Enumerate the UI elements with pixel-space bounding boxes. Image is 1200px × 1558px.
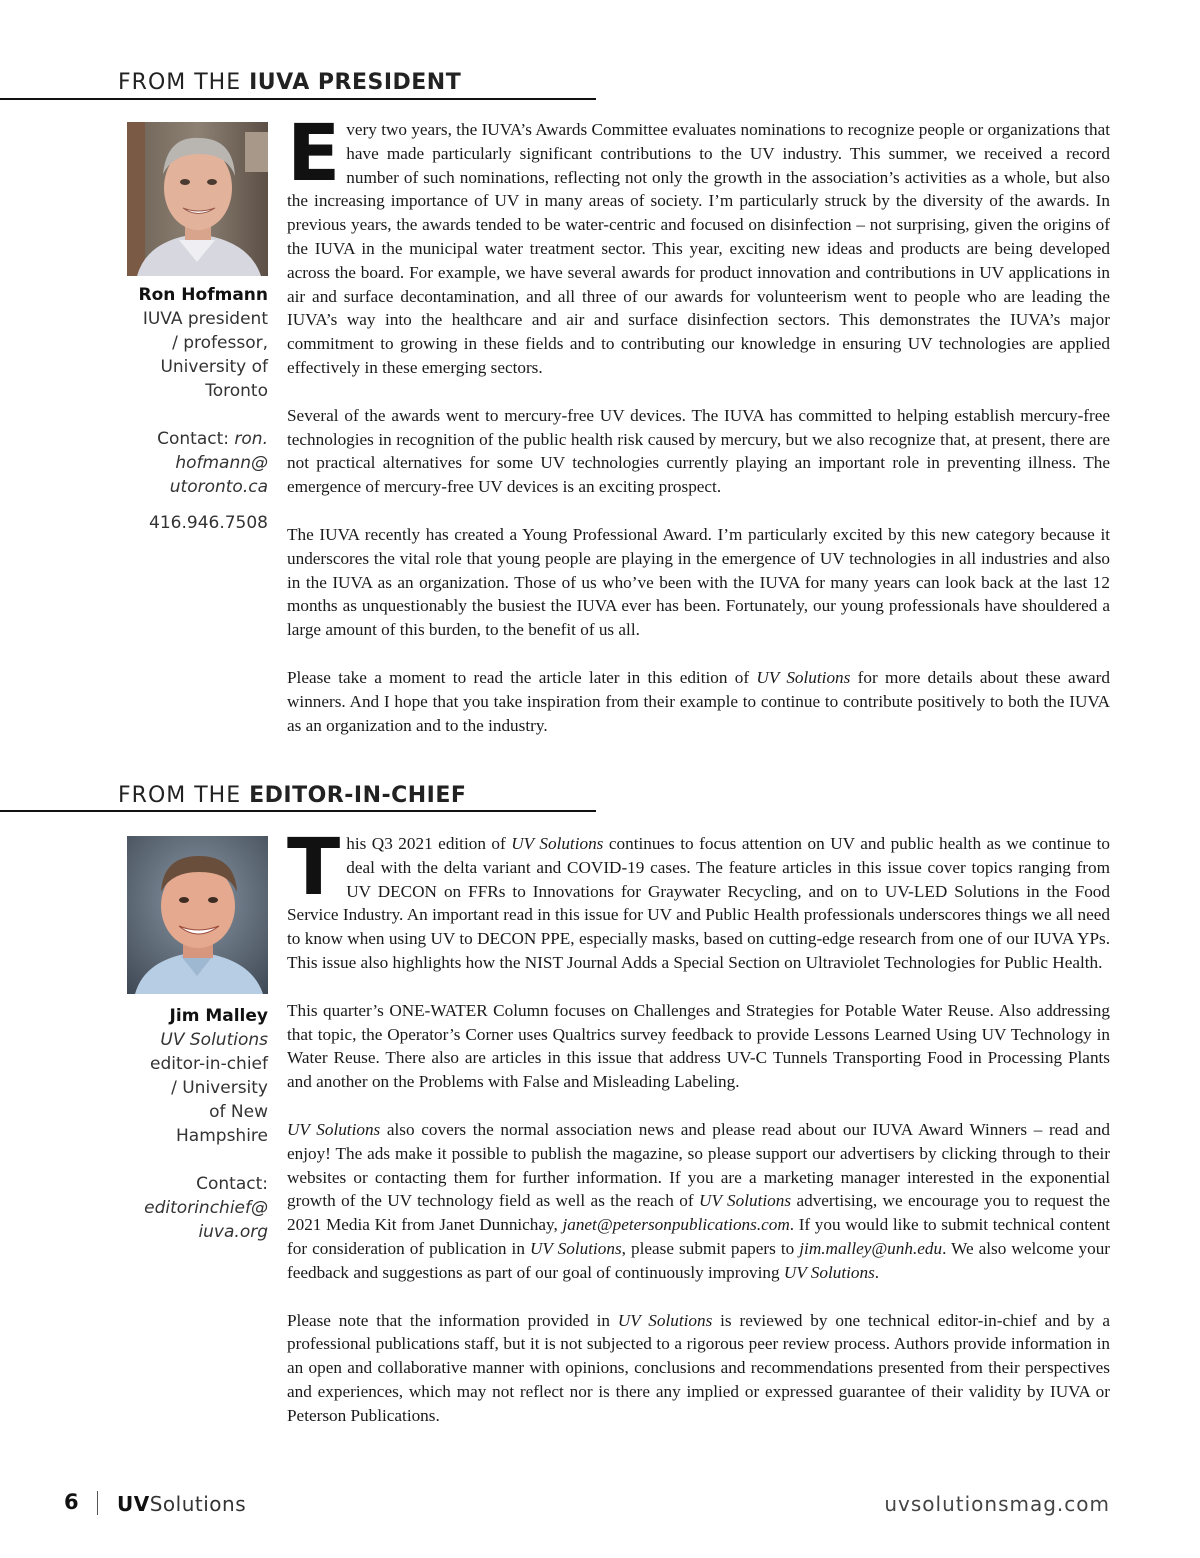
- president-paragraph: The IUVA recently has created a Young Professional Award. I’m particularly excited by this new category because it underscores the vital role that young people are playing in the emergence of UV technologies in all industries and also in the IUVA as an organization. Those of us who’ve been with the IUVA for many years can look back at the last 12 months as unquestionably the busiest the IUVA ever has been. Fortunately, our young professionals have shouldered a large amount of this burden, to the benefit of us all.: [287, 524, 1110, 640]
- editor-photo: [127, 836, 268, 994]
- editor-name: Jim Malley: [169, 1006, 268, 1026]
- editor-paragraph: UV Solutions also covers the normal association news and please read about our IUVA Award Winners – read and enjoy! The ads make it possible to publish the magazine, so please support our advertisers by clicking through to their websites or contacting them for further information. If you are a marketing manager interested in the exponential growth of the UV technology field as well as the reach of UV Solutions advertising, we encourage you to request the 2021 Media Kit from Janet Dunnichay, janet@petersonpublications.com. If you would like to submit technical content for consideration of publication in UV Solutions, please submit papers to jim.malley@unh.edu. We also welcome your feedback and suggestions as part of our goal of continuously improving UV Solutions.: [287, 1119, 1111, 1282]
- editor-title-publication: UV Solutions: [160, 1030, 268, 1050]
- portrait-jim-malley: [127, 836, 268, 994]
- footer-brand: UVSolutions: [117, 1492, 247, 1516]
- footer-divider: [97, 1491, 98, 1515]
- malley-email-link[interactable]: jim.malley@unh.edu: [799, 1238, 943, 1258]
- janet-email-link[interactable]: janet@petersonpublications.com: [562, 1215, 790, 1235]
- portrait-ron-hofmann: [127, 122, 268, 276]
- editor-sidebar: [100, 1004, 268, 1244]
- editor-paragraph: Please note that the information provided in UV Solutions is reviewed by one technical editor-in-chief and by a professional publications staff, but it is not subjected to a rigorous peer review process. Authors provide information in an open and collaborative manner with opinions, conclusions and recommendations presented from their perspectives and experiences, which may not reflect nor is there any implied or expressed guarantee of their validity by IUVA or Peterson Publications.: [287, 1310, 1110, 1425]
- drop-cap: E: [287, 109, 341, 199]
- president-photo: [127, 122, 268, 276]
- editor-letter: [287, 823, 1111, 1452]
- editor-title-line: editor-in-chief: [150, 1054, 268, 1074]
- editor-email-line[interactable]: iuva.org: [198, 1222, 268, 1242]
- footer-website-link[interactable]: uvsolutionsmag.com: [884, 1492, 1110, 1516]
- president-email-line[interactable]: utoronto.ca: [169, 477, 268, 497]
- editor-heading-rule: [0, 810, 596, 812]
- editor-title-line: Hampshire: [176, 1126, 268, 1146]
- president-letter: [287, 109, 1110, 761]
- drop-cap: T: [287, 823, 341, 913]
- editor-section-heading: FROM THE EDITOR-IN-CHIEF: [118, 783, 467, 808]
- president-heading-rule: [0, 98, 596, 100]
- page-footer: [0, 1490, 1200, 1520]
- president-title-line: Toronto: [205, 381, 268, 401]
- president-section-heading: FROM THE IUVA PRESIDENT: [118, 70, 462, 95]
- editor-title-line: of New: [209, 1102, 268, 1122]
- president-email-line[interactable]: hofmann@: [175, 453, 268, 473]
- editor-contact-label: Contact:: [196, 1174, 268, 1194]
- president-name: Ron Hofmann: [138, 285, 268, 305]
- president-title-line: University of: [160, 357, 268, 377]
- president-title-line: IUVA president: [142, 309, 268, 329]
- editor-title-line: / University: [171, 1078, 268, 1098]
- editor-paragraph: This quarter’s ONE-WATER Column focuses on Challenges and Strategies for Potable Water Reuse. Also addressing that topic, the Operator’s Corner uses Qualtrics survey feedback to provide Lessons Learned Using UV Technology in Water Reuse. There also are articles in this issue that address UV-C Tunnels Transporting Food in Processing Plants and another on the Problems with False and Misleading Labeling.: [287, 1000, 1110, 1092]
- president-paragraph: Several of the awards went to mercury-free UV devices. The IUVA has committed to helping establish mercury-free technologies in recognition of the public health risk caused by mercury, but we also recognize that, at present, there are not practical alternatives for some UV technologies currently playing an important role in preventing illness. The emergence of mercury-free UV devices is an exciting prospect.: [287, 405, 1110, 497]
- president-title-line: / professor,: [172, 333, 268, 353]
- president-paragraph: Please take a moment to read the article later in this edition of UV Solutions for more details about these award winners. And I hope that you take inspiration from their example to continue to contribute positively to both the IUVA as an organization and to the industry.: [287, 667, 1110, 735]
- president-paragraph: Every two years, the IUVA’s Awards Committee evaluates nominations to recognize people or organizations that have made particularly significant contributions to the UV industry. This summer, we received a record number of such nominations, reflecting not only the growth in the association’s activities as a whole, but also the increasing importance of UV in many areas of society. I’m particularly struck by the diversity of the awards. In previous years, the awards tended to be water-centric and focused on disinfection – not surprising, given the origins of the IUVA in the municipal water treatment sector. This year, exciting new ideas and products are being developed across the board. For example, we have several awards for product innovation and contributions in UV applications in air and surface decontamination, and all three of our awards for volunteerism went to people who are leading the IUVA’s way into the healthcare and air and surface disinfection sectors. This demonstrates the IUVA’s major commitment to growing in these fields and to contributing our knowledge in ensuring UV technologies are applied effectively in these emerging sectors.: [287, 109, 1110, 377]
- editor-email-line[interactable]: editorinchief@: [144, 1198, 268, 1218]
- editor-paragraph: This Q3 2021 edition of UV Solutions continues to focus attention on UV and public health as we continue to deal with the delta variant and COVID-19 cases. The feature articles in this issue cover topics ranging from UV DECON on FFRs to Innovations for Graywater Recycling, and on to UV-LED Solutions in the Food Service Industry. An important read in this issue for UV and Public Health professionals underscores things we all need to know when using UV to DECON PPE, especially masks, based on cutting-edge research from one of our IUVA YPs. This issue also highlights how the NIST Journal Adds a Special Section on Ultraviolet Technologies for Public Health.: [287, 823, 1110, 972]
- president-contact: Contact: ron.: [157, 429, 268, 449]
- president-phone: 416.946.7508: [149, 513, 268, 533]
- president-sidebar: [100, 283, 268, 535]
- page-number: 6: [64, 1490, 79, 1514]
